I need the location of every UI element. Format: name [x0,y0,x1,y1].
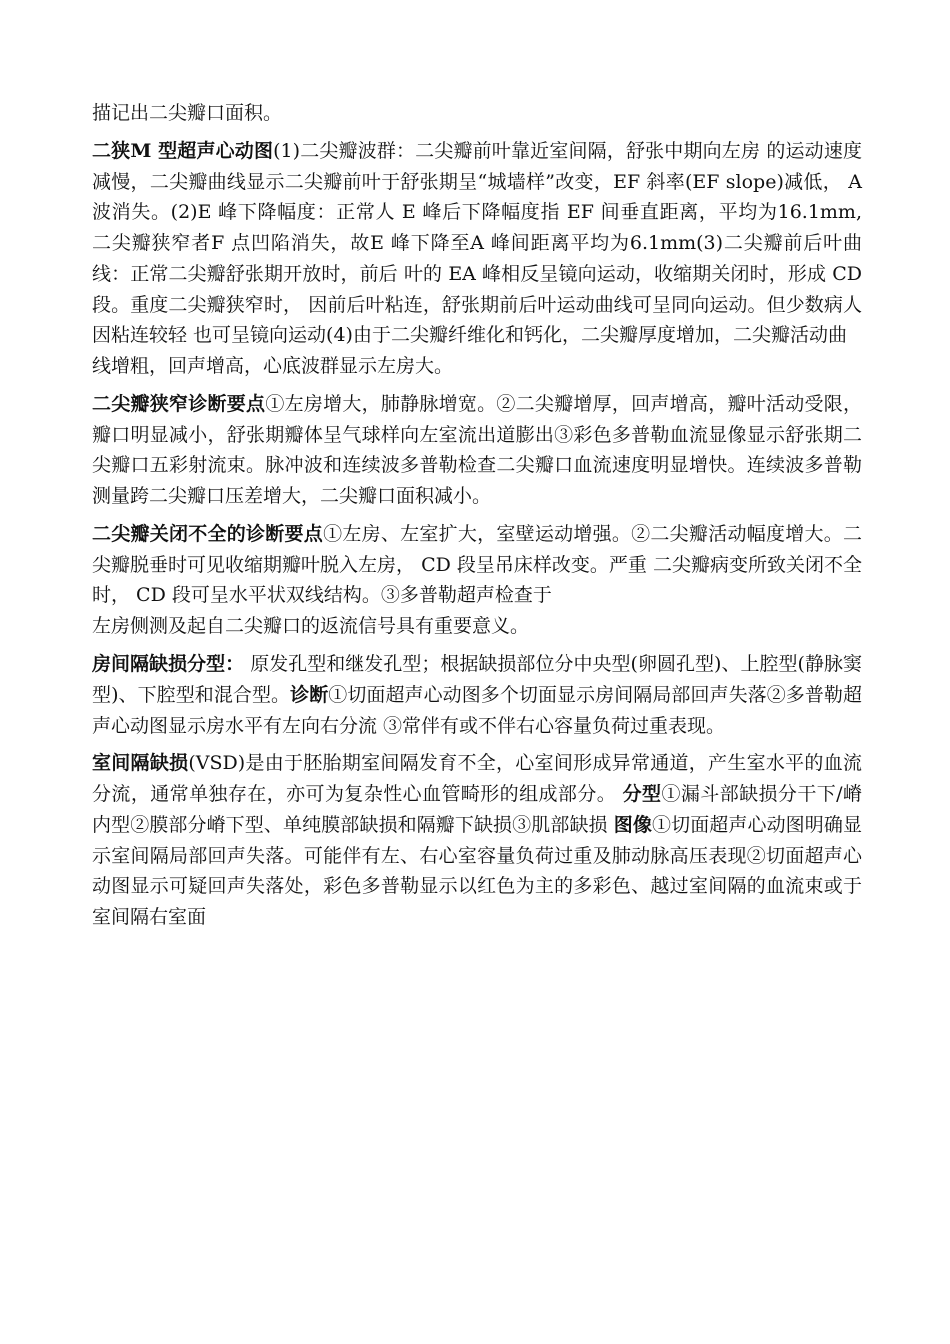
vsd-text-imaging: ①切面超声心动图明确显示室间隔局部回声失落。可能伴有左、右心室容量负荷过重及肺动脉高压表现②切面超声心动图显示可疑回声失落处，彩色多普勒显示以红色为主的多彩色、越过室间隔的血流束或于室间隔右室面 [92,813,862,929]
mitral-regurgitation-tail: 左房侧测及起自二尖瓣口的返流信号具有重要意义。 [92,615,530,638]
vsd-paragraph [92,748,862,933]
mitral-stenosis-mmode-paragraph [92,136,862,382]
vsd-text-classification: ①漏斗部缺损分干下/嵴内型②膜部分嵴下型、单纯膜部缺损和隔瓣下缺损③肌部缺损 [92,783,862,836]
asd-paragraph [92,649,862,741]
asd-text-diagnosis: ①切面超声心动图多个切面显示房间隔局部回声失落②多普勒超声心动图显示房水平有左向右分流 ③常伴有或不伴右心容量负荷过重表现。 [92,683,862,737]
asd-diagnosis-heading: 诊断 [290,683,329,706]
vsd-text-definition: (VSD)是由于胚胎期室间隔发育不全，心室间形成异常通道，产生室水平的血流分流，通常单独存在，亦可为复杂性心血管畸形的组成部分。 [92,752,862,806]
vsd-heading: 室间隔缺损 [92,752,189,775]
mitral-stenosis-mmode-heading: 二狭M 型超声心动图 [92,139,274,162]
document-page [92,98,862,940]
mitral-regurgitation-text: ①左房、左室扩大，室壁运动增强。②二尖瓣活动幅度增大。二尖瓣脱垂时可见收缩期瓣叶脱入左房， CD 段呈吊床样改变。严重 二尖瓣病变所致关闭不全时， CD 段可呈水平状双线结构。③多普勒超声检查于 [92,522,862,607]
mitral-regurgitation-heading: 二尖瓣关闭不全的诊断要点 [92,522,324,545]
mitral-stenosis-mmode-tail: 线增粗，回声增高，心底波群显示左房大。 [92,355,454,378]
asd-text-classification: 原发孔型和继发孔型；根据缺损部位分中央型(卵圆孔型)、上腔型(静脉窦型)、下腔型和混合型。 [92,653,862,706]
vsd-imaging-heading: 图像 [613,813,652,836]
intro-paragraph [92,98,862,129]
mitral-stenosis-diagnosis-heading: 二尖瓣狭窄诊断要点 [92,392,266,415]
mitral-regurgitation-paragraph [92,519,862,642]
asd-heading: 房间隔缺损分型： [92,653,245,676]
mitral-stenosis-diagnosis-text: ①左房增大，肺静脉增宽。②二尖瓣增厚，回声增高，瓣叶活动受限，瓣口明显减小，舒张期瓣体呈气球样向左室流出道膨出③彩色多普勒血流显像显示舒张期二尖瓣口五彩射流束。脉冲波和连续波多普勒检查二尖瓣口血流速度明显增快。连续波多普勒测量跨二尖瓣口压差增大，二尖瓣口面积减小。 [92,392,862,508]
mitral-stenosis-diagnosis-paragraph [92,389,862,512]
intro-text: 描记出二尖瓣口面积。 [92,102,283,124]
mitral-stenosis-mmode-text: (1)二尖瓣波群：二尖瓣前叶靠近室间隔，舒张中期向左房 的运动速度减慢，二尖瓣曲线显示二尖瓣前叶于舒张期呈“城墙样”改变，EF 斜率(EF slope)减低， A 波消失。(2)E 峰下降幅度：正常人 E 峰后下降幅度指 EF 间垂直距离，平均为16.1mm, 二尖瓣狭窄者F 点凹陷消失，故E 峰下降至A 峰间距离平均为6.1mm(3)二尖瓣前后叶曲线：正常二尖瓣舒张期开放时，前后 叶的 EA 峰相反呈镜向运动，收缩期关闭时，形成 CD 段。重度二尖瓣狭窄时， 因前后叶粘连，舒张期前后叶运动曲线可呈同向运动。但少数病人因粘连较轻 也可呈镜向运动(4)由于二尖瓣纤维化和钙化，二尖瓣厚度增加，二尖瓣活动曲 [92,139,862,347]
vsd-classification-heading: 分型 [622,783,662,806]
